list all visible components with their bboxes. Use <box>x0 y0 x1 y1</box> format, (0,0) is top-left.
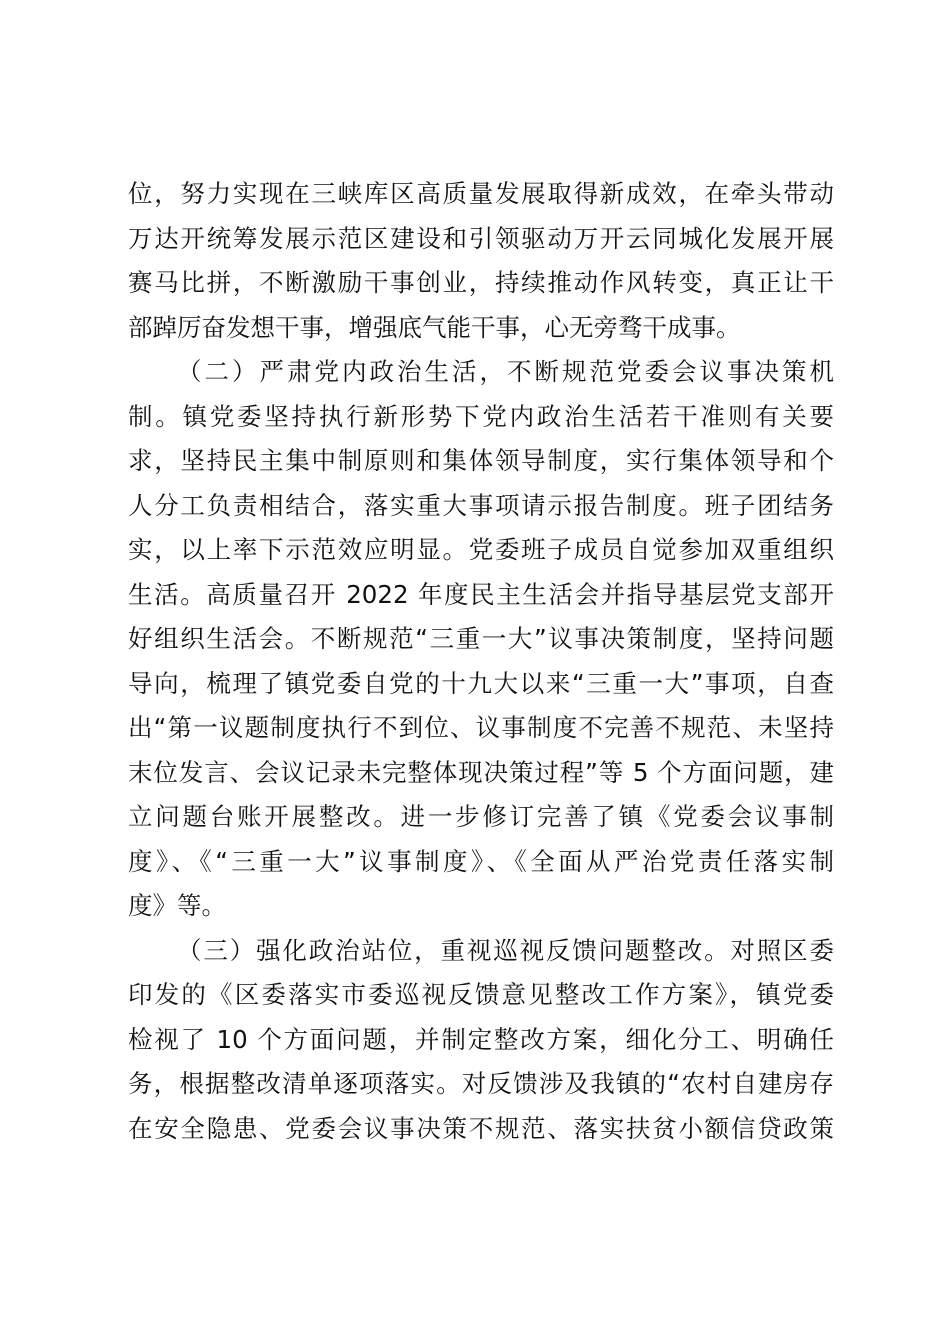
text-line: 万达开统筹发展示范区建设和引领驱动万开云同城化发展开展 <box>128 223 834 253</box>
text-line: 人分工负责相结合，落实重大事项请示报告制度。班子团结务 <box>128 490 834 520</box>
text-line: 检视了 10 个方面问题，并制定整改方案，细化分工、明确任 <box>128 1024 834 1054</box>
body-text <box>128 172 834 1151</box>
text-line: 制。镇党委坚持执行新形势下党内政治生活若干准则有关要 <box>128 401 834 431</box>
text-line: 在安全隐患、党委会议事决策不规范、落实扶贫小额信贷政策 <box>128 1113 834 1143</box>
text-line: 务，根据整改清单逐项落实。对反馈涉及我镇的“农村自建房存 <box>128 1069 834 1098</box>
text-line: 印发的《区委落实市委巡视反馈意见整改工作方案》，镇党委 <box>128 980 834 1009</box>
text-line: 导向，梳理了镇党委自党的十九大以来“三重一大”事项，自查 <box>128 668 834 698</box>
text-line: 部踔厉奋发想干事，增强底气能干事，心无旁骛干成事。 <box>128 312 741 342</box>
text-line: （三）强化政治站位，重视巡视反馈问题整改。对照区委 <box>177 935 834 965</box>
text-line: （二）严肃党内政治生活，不断规范党委会议事决策机 <box>177 357 834 386</box>
text-line: 生活。高质量召开 2022 年度民主生活会并指导基层党支部开 <box>128 579 834 609</box>
text-line: 出“第一议题制度执行不到位、议事制度不完善不规范、未坚持 <box>128 713 834 742</box>
text-line: 度》等。 <box>128 891 226 920</box>
text-line: 赛马比拼，不断激励干事创业，持续推动作风转变，真正让干 <box>128 268 834 297</box>
text-line: 度》、《“三重一大”议事制度》、《全面从严治党责任落实制 <box>128 846 834 876</box>
text-line: 好组织生活会。不断规范“三重一大”议事决策制度，坚持问题 <box>128 624 834 653</box>
text-line: 位，努力实现在三峡库区高质量发展取得新成效，在牵头带动 <box>128 179 834 208</box>
text-line: 末位发言、会议记录未完整体现决策过程”等 5 个方面问题，建 <box>128 757 834 787</box>
text-line: 立问题台账开展整改。进一步修订完善了镇《党委会议事制 <box>128 802 834 831</box>
text-line: 求，坚持民主集中制原则和集体领导制度，实行集体领导和个 <box>128 446 834 475</box>
text-line: 实，以上率下示范效应明显。党委班子成员自觉参加双重组织 <box>128 535 834 564</box>
